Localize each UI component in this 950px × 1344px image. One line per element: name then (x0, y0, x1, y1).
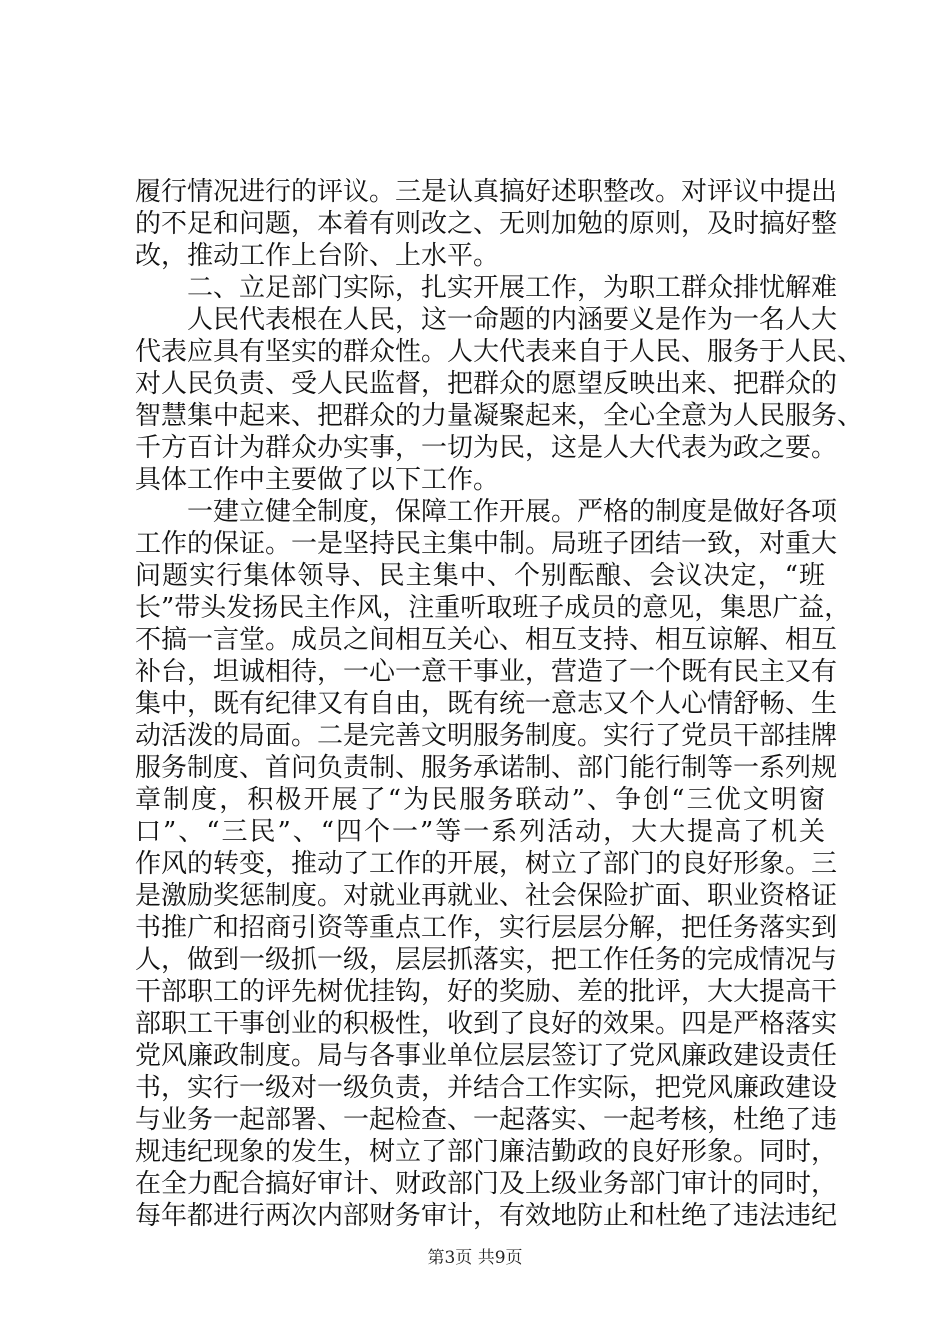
text-line: 部职工干事创业的积极性，收到了良好的效果。四是严格落实 (135, 1009, 838, 1039)
text-line: 人民代表根在人民，这一命题的内涵要义是作为一名人大 (135, 305, 838, 335)
text-line: 规违纪现象的发生，树立了部门廉洁勤政的良好形象。同时， (135, 1137, 838, 1167)
text-line: 改，推动工作上台阶、上水平。 (135, 241, 500, 271)
text-line: 代表应具有坚实的群众性。人大代表来自于人民、服务于人民、 (135, 337, 864, 367)
text-line: 具体工作中主要做了以下工作。 (135, 465, 500, 495)
text-line: 作风的转变，推动了工作的开展，树立了部门的良好形象。三 (135, 849, 838, 879)
text-line: 动活泼的局面。二是完善文明服务制度。实行了党员干部挂牌 (135, 721, 838, 751)
text-line: 一建立健全制度，保障工作开展。严格的制度是做好各项 (135, 497, 838, 527)
text-line: 人，做到一级抓一级，层层抓落实，把工作任务的完成情况与 (135, 945, 838, 975)
text-line: 智慧集中起来、把群众的力量凝聚起来，全心全意为人民服务、 (135, 401, 864, 431)
page-footer: 第3页 共9页 (427, 1248, 523, 1268)
text-line: 千方百计为群众办实事，一切为民，这是人大代表为政之要。 (135, 433, 838, 463)
text-line: 集中，既有纪律又有自由，既有统一意志又个人心情舒畅、生 (135, 689, 838, 719)
text-line: 书，实行一级对一级负责，并结合工作实际，把党风廉政建设 (135, 1073, 838, 1103)
text-line: 口”、“三民”、“四个一”等一系列活动，大大提高了机关 (135, 817, 825, 847)
text-line: 章制度，积极开展了“为民服务联动”、争创“三优文明窗 (135, 785, 825, 815)
text-line: 问题实行集体领导、民主集中、个别酝酿、会议决定，“班 (135, 561, 825, 591)
text-line: 补台，坦诚相待，一心一意干事业，营造了一个既有民主又有 (135, 657, 838, 687)
text-line: 干部职工的评先树优挂钩，好的奖励、差的批评，大大提高干 (135, 977, 838, 1007)
text-line: 与业务一起部署、一起检查、一起落实、一起考核，杜绝了违 (135, 1105, 838, 1135)
text-line: 书推广和招商引资等重点工作，实行层层分解，把任务落实到 (135, 913, 838, 943)
text-line: 是激励奖惩制度。对就业再就业、社会保险扩面、职业资格证 (135, 881, 838, 911)
body-text (135, 176, 864, 1232)
text-line: 服务制度、首问负责制、服务承诺制、部门能行制等一系列规 (135, 753, 838, 783)
text-line: 党风廉政制度。局与各事业单位层层签订了党风廉政建设责任 (135, 1041, 838, 1071)
text-line: 在全力配合搞好审计、财政部门及上级业务部门审计的同时， (135, 1169, 838, 1199)
text-line: 二、立足部门实际，扎实开展工作，为职工群众排忧解难 (135, 273, 838, 303)
text-line: 的不足和问题，本着有则改之、无则加勉的原则，及时搞好整 (135, 209, 838, 239)
text-line: 不搞一言堂。成员之间相互关心、相互支持、相互谅解、相互 (135, 625, 838, 655)
text-line: 每年都进行两次内部财务审计，有效地防止和杜绝了违法违纪 (135, 1201, 838, 1231)
text-line: 履行情况进行的评议。三是认真搞好述职整改。对评议中提出 (135, 177, 838, 207)
text-line: 工作的保证。一是坚持民主集中制。局班子团结一致，对重大 (135, 529, 838, 559)
text-line: 对人民负责、受人民监督，把群众的愿望反映出来、把群众的 (135, 369, 838, 399)
text-line: 长”带头发扬民主作风，注重听取班子成员的意见，集思广益， (135, 593, 851, 623)
